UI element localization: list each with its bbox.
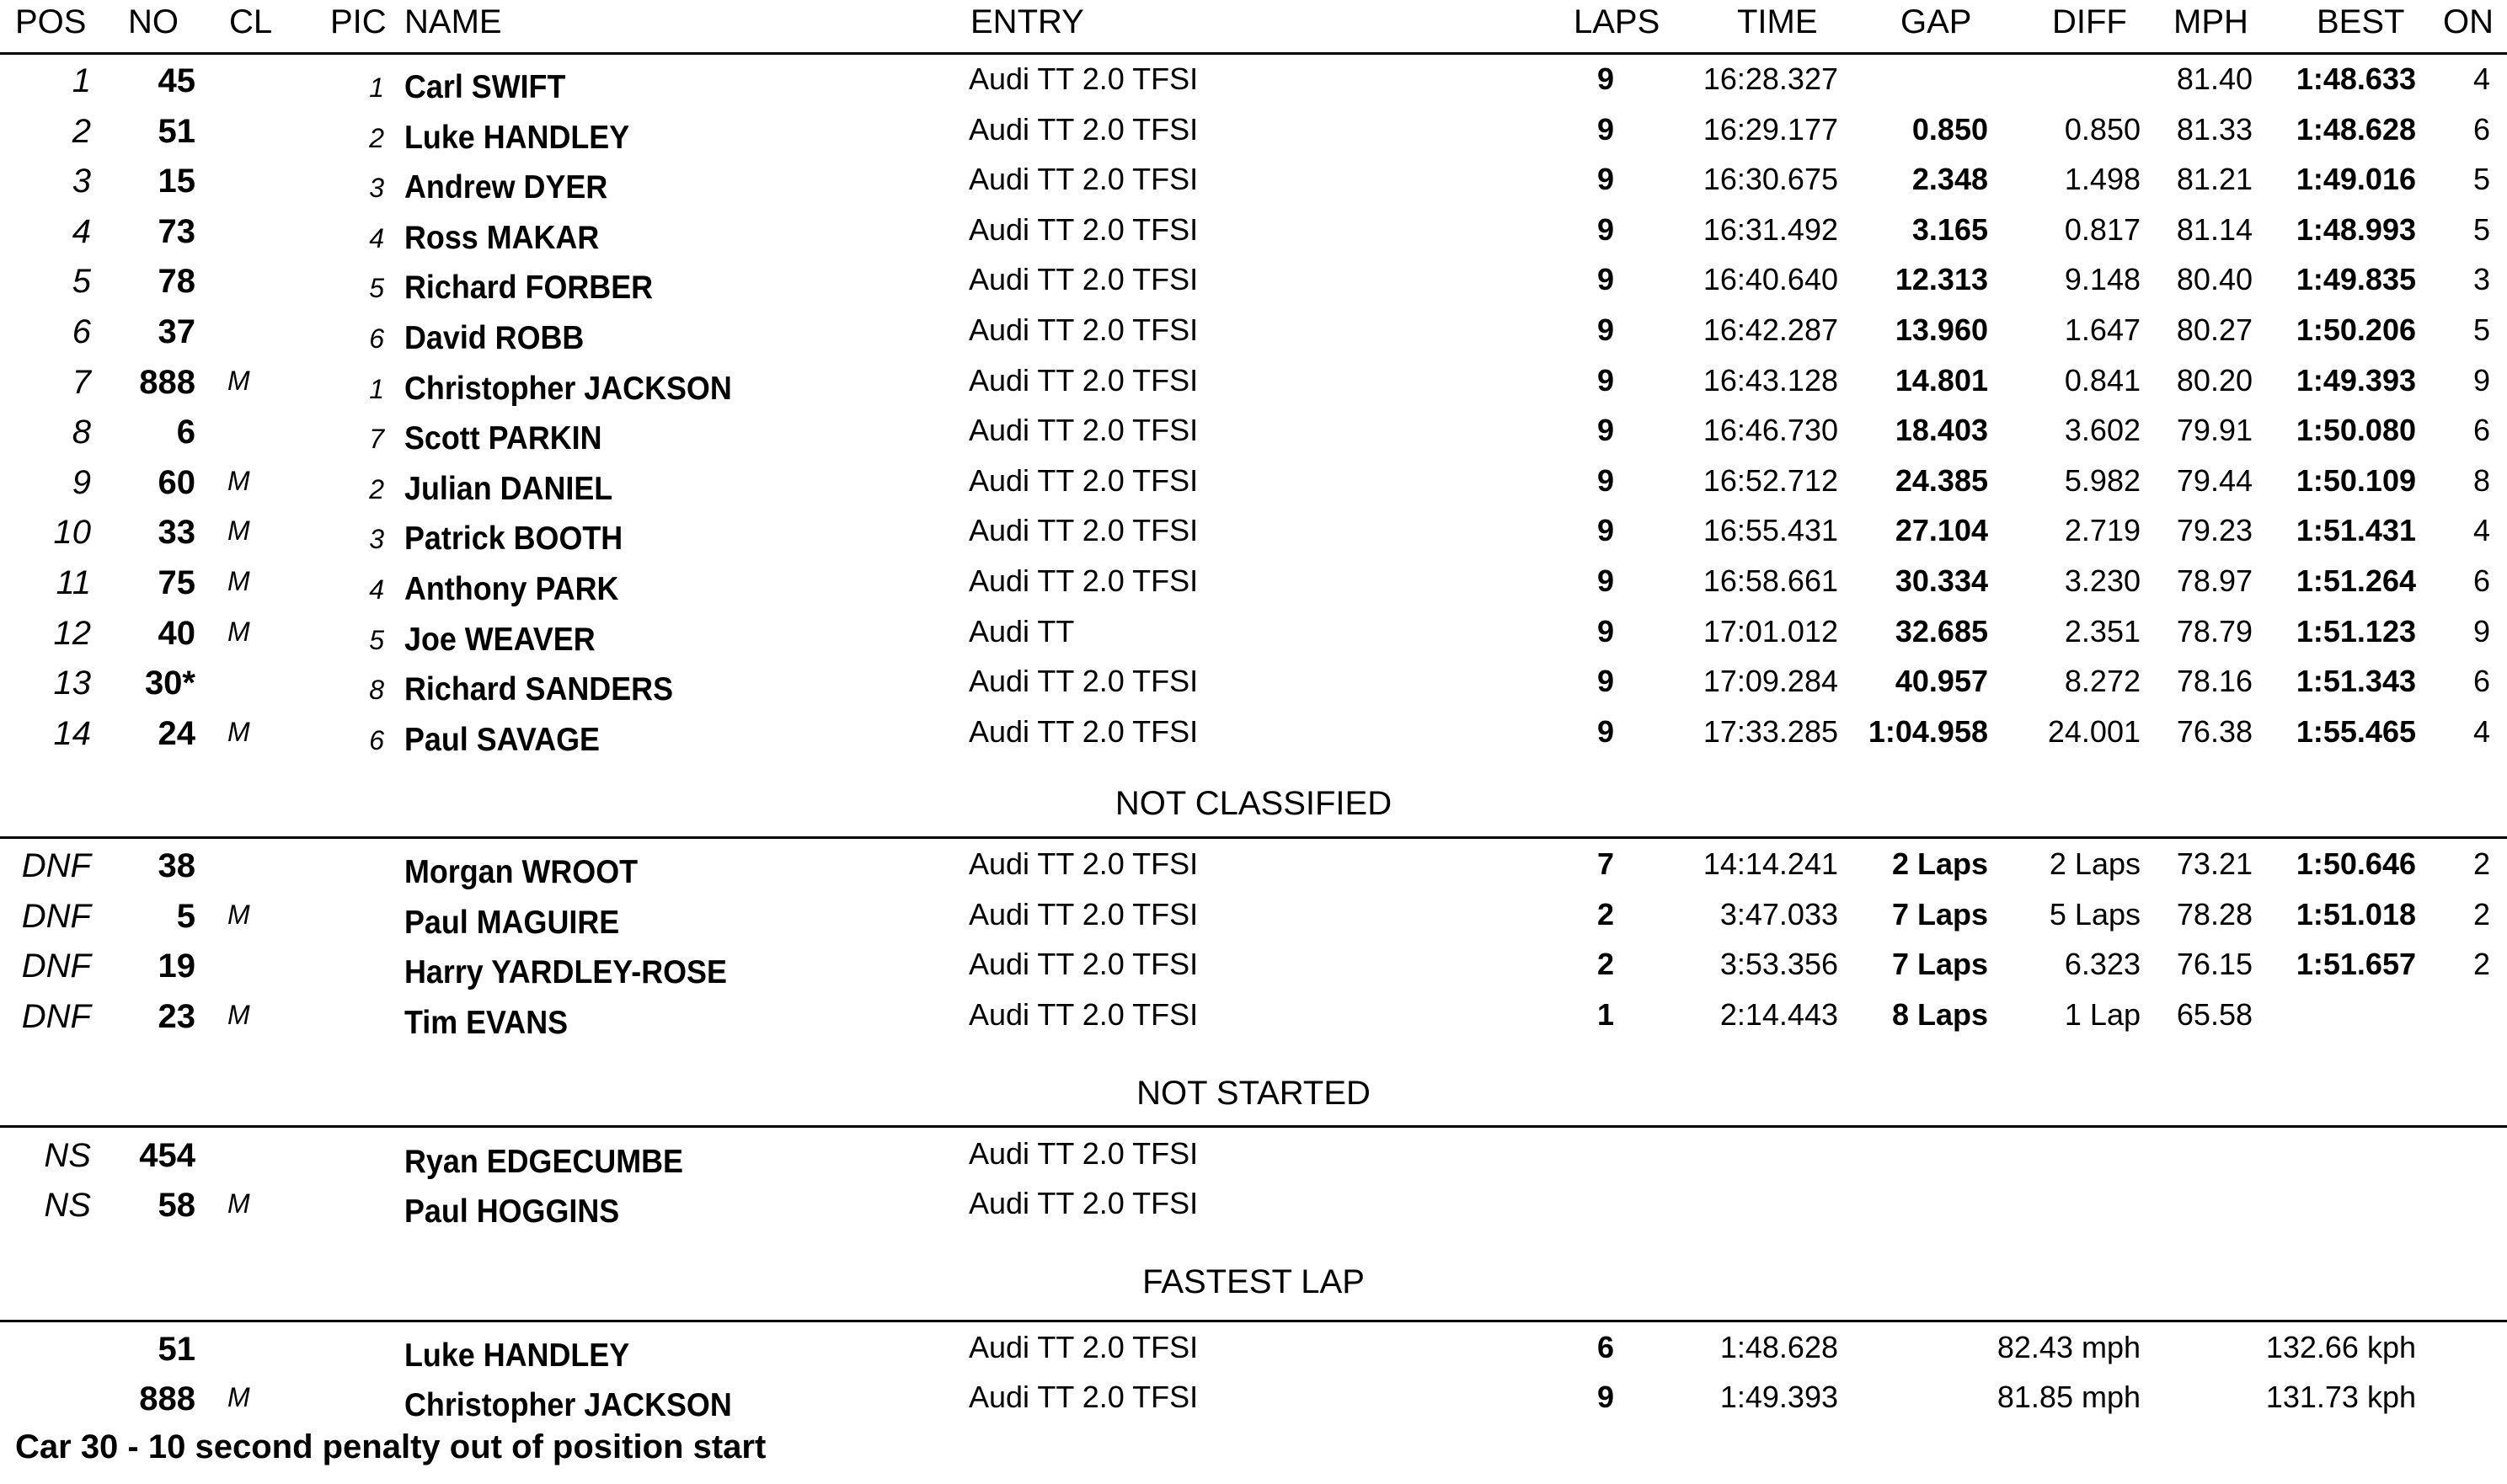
laps-cell: 9	[1596, 162, 1615, 197]
diff-cell: 2.351	[2064, 613, 2141, 649]
best-on-lap-cell: 9	[2472, 362, 2490, 398]
class-cell: M	[227, 1382, 250, 1412]
car-number-cell: 33	[158, 514, 195, 552]
class-cell: M	[227, 999, 250, 1030]
laps-cell: 9	[1596, 664, 1615, 699]
diff-cell: 6.323	[2064, 947, 2141, 982]
car-number-cell: 37	[158, 313, 195, 350]
header-mph: MPH	[2173, 3, 2248, 40]
not-started-divider	[0, 1125, 2507, 1128]
table-row	[0, 509, 2507, 559]
diff-cell: 2 Laps	[2049, 846, 2141, 881]
not-classified-title: NOT CLASSIFIED	[1115, 785, 1392, 822]
diff-cell: 1.498	[2064, 162, 2141, 197]
laps-cell: 9	[1596, 613, 1615, 649]
driver-name-cell: Harry YARDLEY-ROSE	[404, 954, 727, 991]
mph-cell: 81.21	[2176, 162, 2253, 197]
best-lap-cell: 1:50.109	[2296, 462, 2416, 498]
position-cell: 11	[56, 564, 91, 601]
position-cell: 2	[72, 112, 91, 150]
time-cell: 14:14.241	[1703, 846, 1838, 881]
diff-cell: 9.148	[2064, 262, 2141, 297]
table-row	[0, 459, 2507, 510]
time-cell: 16:42.287	[1703, 312, 1838, 347]
mph-cell: 76.15	[2176, 947, 2253, 982]
laps-cell: 9	[1596, 211, 1615, 247]
diff-cell: 0.850	[2064, 111, 2141, 147]
entry-cell: Audi TT 2.0 TFSI	[969, 1186, 1199, 1220]
header-laps: LAPS	[1574, 3, 1660, 40]
driver-name-cell: Ryan EDGECUMBE	[404, 1144, 683, 1180]
gap-cell: 32.685	[1895, 613, 1988, 649]
car-number-cell: 19	[158, 948, 195, 985]
mph-cell: 73.21	[2176, 846, 2253, 881]
table-row	[0, 108, 2507, 158]
time-cell: 16:30.675	[1703, 162, 1838, 197]
gap-cell: 24.385	[1895, 462, 1988, 498]
pic-cell: 3	[369, 524, 384, 555]
laps-cell: 2	[1596, 947, 1615, 982]
time-cell: 16:31.492	[1703, 211, 1838, 247]
header-divider	[0, 52, 2507, 55]
header-pos: POS	[15, 3, 87, 40]
entry-cell: Audi TT 2.0 TFSI	[969, 896, 1199, 932]
table-row	[0, 1132, 2507, 1182]
car-number-cell: 38	[158, 847, 195, 884]
table-row	[0, 893, 2507, 943]
fastest-lap-title: FASTEST LAP	[1142, 1263, 1365, 1300]
car-number-cell: 6	[176, 414, 195, 451]
driver-name-cell: Christopher JACKSON	[404, 370, 732, 407]
best-on-lap-cell: 2	[2472, 846, 2490, 881]
driver-name-cell: Richard SANDERS	[404, 671, 673, 708]
gap-cell: 12.313	[1895, 262, 1988, 297]
entry-cell: Audi TT 2.0 TFSI	[969, 947, 1199, 982]
class-cell: M	[227, 1188, 250, 1219]
best-on-lap-cell: 4	[2472, 61, 2490, 96]
mph-cell: 78.16	[2176, 664, 2253, 699]
car-number-cell: 888	[139, 363, 195, 401]
position-cell: DNF	[21, 997, 91, 1035]
best-lap-cell: 1:55.465	[2296, 713, 2416, 749]
position-cell: 12	[53, 614, 91, 652]
entry-cell: Audi TT 2.0 TFSI	[969, 563, 1199, 598]
entry-cell: Audi TT 2.0 TFSI	[969, 1136, 1199, 1171]
gap-cell: 18.403	[1895, 413, 1988, 448]
pic-cell: 1	[369, 373, 384, 404]
best-on-lap-cell: 2	[2472, 947, 2490, 982]
mph-cell: 79.44	[2176, 462, 2253, 498]
entry-cell: Audi TT 2.0 TFSI	[969, 462, 1199, 498]
entry-cell: Audi TT 2.0 TFSI	[969, 211, 1199, 247]
best-lap-cell: 1:49.016	[2296, 162, 2416, 197]
entry-cell: Audi TT 2.0 TFSI	[969, 996, 1199, 1032]
pic-cell: 6	[369, 323, 384, 354]
driver-name-cell: Christopher JACKSON	[404, 1387, 732, 1423]
diff-cell: 2.719	[2064, 513, 2141, 548]
driver-name-cell: Andrew DYER	[404, 169, 608, 206]
best-lap-cell: 1:48.628	[2296, 111, 2416, 147]
driver-name-cell: Anthony PARK	[404, 571, 619, 607]
pic-cell: 4	[369, 222, 384, 254]
best-lap-cell: 1:51.123	[2296, 613, 2416, 649]
laps-cell: 9	[1596, 462, 1615, 498]
table-row	[0, 1375, 2507, 1426]
best-on-lap-cell: 9	[2472, 613, 2490, 649]
time-cell: 17:01.012	[1703, 613, 1838, 649]
car-number-cell: 45	[158, 62, 195, 99]
gap-cell: 1:04.958	[1868, 713, 1988, 749]
laps-cell: 9	[1596, 563, 1615, 598]
class-cell: M	[227, 616, 250, 647]
entry-cell: Audi TT 2.0 TFSI	[969, 1330, 1199, 1364]
car-number-cell: 58	[158, 1187, 195, 1224]
driver-name-cell: Julian DANIEL	[404, 470, 613, 507]
gap-cell: 7 Laps	[1891, 896, 1988, 932]
lap-number-cell: 9	[1596, 1380, 1615, 1414]
best-on-lap-cell: 6	[2472, 413, 2490, 448]
best-lap-cell: 1:51.018	[2296, 896, 2416, 932]
car-number-cell: 60	[158, 463, 195, 501]
pic-cell: 2	[369, 473, 384, 504]
position-cell: 13	[53, 665, 91, 702]
penalty-footnote: Car 30 - 10 second penalty out of position start	[15, 1428, 767, 1465]
mph-cell: 78.97	[2176, 563, 2253, 598]
position-cell: 5	[72, 263, 91, 301]
laps-cell: 7	[1596, 846, 1615, 881]
entry-cell: Audi TT 2.0 TFSI	[969, 312, 1199, 347]
table-row	[0, 559, 2507, 610]
class-cell: M	[227, 515, 250, 547]
best-lap-cell: 1:51.431	[2296, 513, 2416, 548]
best-lap-cell: 1:50.646	[2296, 846, 2416, 881]
gap-cell: 14.801	[1895, 362, 1988, 398]
speed-kph-cell: 132.66 kph	[2265, 1330, 2416, 1364]
car-number-cell: 73	[158, 212, 195, 250]
position-cell: DNF	[21, 897, 91, 935]
mph-cell: 78.79	[2176, 613, 2253, 649]
diff-cell: 3.602	[2064, 413, 2141, 448]
table-row	[0, 359, 2507, 409]
header-name: NAME	[404, 3, 502, 40]
entry-cell: Audi TT 2.0 TFSI	[969, 1380, 1199, 1414]
gap-cell: 30.334	[1895, 563, 1988, 598]
table-row	[0, 659, 2507, 710]
table-row	[0, 610, 2507, 660]
car-number-cell: 75	[158, 564, 195, 601]
entry-cell: Audi TT 2.0 TFSI	[969, 413, 1199, 448]
mph-cell: 79.23	[2176, 513, 2253, 548]
pic-cell: 4	[369, 574, 384, 605]
best-lap-cell: 1:49.835	[2296, 262, 2416, 297]
laps-cell: 9	[1596, 362, 1615, 398]
table-row	[0, 208, 2507, 259]
laps-cell: 9	[1596, 111, 1615, 147]
entry-cell: Audi TT 2.0 TFSI	[969, 111, 1199, 147]
time-cell: 16:29.177	[1703, 111, 1838, 147]
pic-cell: 5	[369, 273, 384, 304]
time-cell: 3:47.033	[1719, 896, 1838, 932]
mph-cell: 80.40	[2176, 262, 2253, 297]
table-row	[0, 842, 2507, 893]
class-cell: M	[227, 365, 250, 396]
gap-cell: 0.850	[1911, 111, 1988, 147]
time-cell: 17:09.284	[1703, 664, 1838, 699]
best-on-lap-cell: 3	[2472, 262, 2490, 297]
laps-cell: 9	[1596, 262, 1615, 297]
pic-cell: 7	[369, 424, 384, 455]
gap-cell: 40.957	[1895, 664, 1988, 699]
gap-cell: 2 Laps	[1891, 846, 1988, 881]
time-cell: 2:14.443	[1719, 996, 1838, 1032]
class-cell: M	[227, 465, 250, 496]
header-cl: CL	[229, 3, 273, 40]
driver-name-cell: David ROBB	[404, 320, 585, 356]
mph-cell: 80.27	[2176, 312, 2253, 347]
best-lap-cell: 1:51.657	[2296, 947, 2416, 982]
class-cell: M	[227, 899, 250, 930]
entry-cell: Audi TT 2.0 TFSI	[969, 846, 1199, 881]
laps-cell: 9	[1596, 413, 1615, 448]
mph-cell: 81.40	[2176, 61, 2253, 96]
gap-cell: 27.104	[1895, 513, 1988, 548]
position-cell: 9	[72, 463, 91, 501]
diff-cell: 1 Lap	[2064, 996, 2141, 1032]
driver-name-cell: Paul HOGGINS	[404, 1193, 620, 1230]
best-on-lap-cell: 6	[2472, 111, 2490, 147]
not-started-title: NOT STARTED	[1136, 1075, 1371, 1112]
mph-cell: 80.20	[2176, 362, 2253, 398]
mph-cell: 81.14	[2176, 211, 2253, 247]
header-pic: PIC	[330, 3, 387, 40]
driver-name-cell: Morgan WROOT	[404, 854, 639, 890]
laps-cell: 9	[1596, 713, 1615, 749]
position-cell: 8	[72, 414, 91, 451]
diff-cell: 5 Laps	[2049, 896, 2141, 932]
entry-cell: Audi TT 2.0 TFSI	[969, 262, 1199, 297]
driver-name-cell: Scott PARKIN	[404, 420, 602, 457]
position-cell: 6	[72, 313, 91, 350]
table-row	[0, 993, 2507, 1044]
car-number-cell: 24	[158, 714, 195, 752]
car-number-cell: 78	[158, 263, 195, 301]
driver-name-cell: Carl SWIFT	[404, 69, 566, 105]
best-on-lap-cell: 2	[2472, 896, 2490, 932]
time-cell: 3:53.356	[1719, 947, 1838, 982]
diff-cell: 3.230	[2064, 563, 2141, 598]
pic-cell: 5	[369, 624, 384, 655]
car-number-cell: 454	[139, 1137, 195, 1174]
table-row	[0, 157, 2507, 208]
best-on-lap-cell: 4	[2472, 513, 2490, 548]
pic-cell: 6	[369, 724, 384, 755]
best-lap-cell: 1:48.993	[2296, 211, 2416, 247]
car-number-cell: 51	[158, 112, 195, 150]
position-cell: NS	[44, 1187, 91, 1224]
diff-cell: 5.982	[2064, 462, 2141, 498]
best-on-lap-cell: 5	[2472, 312, 2490, 347]
time-cell: 16:43.128	[1703, 362, 1838, 398]
driver-name-cell: Ross MAKAR	[404, 219, 600, 256]
pic-cell: 8	[369, 675, 384, 706]
diff-cell: 0.841	[2064, 362, 2141, 398]
best-lap-cell: 1:48.633	[2296, 61, 2416, 96]
driver-name-cell: Luke HANDLEY	[404, 1337, 630, 1374]
mph-cell: 65.58	[2176, 996, 2253, 1032]
gap-cell: 2.348	[1911, 162, 1988, 197]
best-lap-cell: 1:51.264	[2296, 563, 2416, 598]
driver-name-cell: Luke HANDLEY	[404, 119, 630, 156]
diff-cell: 24.001	[2047, 713, 2141, 749]
time-cell: 16:28.327	[1703, 61, 1838, 96]
best-lap-cell: 1:50.206	[2296, 312, 2416, 347]
laps-cell: 9	[1596, 513, 1615, 548]
position-cell: DNF	[21, 847, 91, 884]
fastest-lap-divider	[0, 1320, 2507, 1322]
lap-number-cell: 6	[1596, 1330, 1615, 1364]
table-row	[0, 308, 2507, 359]
best-lap-cell: 1:51.343	[2296, 664, 2416, 699]
table-row	[0, 57, 2507, 108]
header-gap: GAP	[1900, 3, 1972, 40]
gap-cell: 13.960	[1895, 312, 1988, 347]
position-cell: 14	[53, 714, 91, 752]
table-row	[0, 942, 2507, 993]
car-number-cell: 40	[158, 614, 195, 652]
header-time: TIME	[1737, 3, 1818, 40]
best-on-lap-cell: 6	[2472, 563, 2490, 598]
mph-cell: 78.28	[2176, 896, 2253, 932]
car-number-cell: 5	[176, 897, 195, 935]
entry-cell: Audi TT 2.0 TFSI	[969, 61, 1199, 96]
position-cell: 7	[72, 363, 91, 401]
header-on: ON	[2443, 3, 2494, 40]
best-on-lap-cell: 4	[2472, 713, 2490, 749]
mph-cell: 81.33	[2176, 111, 2253, 147]
time-cell: 17:33.285	[1703, 713, 1838, 749]
fastest-time-cell: 1:49.393	[1719, 1380, 1838, 1414]
table-row	[0, 408, 2507, 459]
header-no: NO	[128, 3, 179, 40]
pic-cell: 3	[369, 173, 384, 204]
car-number-cell: 23	[158, 997, 195, 1035]
class-cell: M	[227, 566, 250, 596]
header-best: BEST	[2317, 3, 2405, 40]
driver-name-cell: Paul MAGUIRE	[404, 904, 620, 941]
diff-cell: 0.817	[2064, 211, 2141, 247]
table-row	[0, 1182, 2507, 1232]
not-classified-divider	[0, 836, 2507, 839]
table-row	[0, 710, 2507, 761]
driver-name-cell: Joe WEAVER	[404, 621, 596, 658]
position-cell: 1	[72, 62, 91, 99]
best-on-lap-cell: 5	[2472, 162, 2490, 197]
best-on-lap-cell: 8	[2472, 462, 2490, 498]
diff-cell: 1.647	[2064, 312, 2141, 347]
best-on-lap-cell: 6	[2472, 664, 2490, 699]
car-number-cell: 30*	[144, 665, 195, 702]
speed-mph-cell: 81.85 mph	[1997, 1380, 2141, 1414]
speed-kph-cell: 131.73 kph	[2265, 1380, 2416, 1414]
best-lap-cell: 1:49.393	[2296, 362, 2416, 398]
gap-cell: 7 Laps	[1891, 947, 1988, 982]
header-entry: ENTRY	[970, 3, 1084, 40]
speed-mph-cell: 82.43 mph	[1997, 1330, 2141, 1364]
entry-cell: Audi TT	[969, 613, 1075, 649]
driver-name-cell: Paul SAVAGE	[404, 721, 600, 758]
laps-cell: 9	[1596, 61, 1615, 96]
time-cell: 16:52.712	[1703, 462, 1838, 498]
entry-cell: Audi TT 2.0 TFSI	[969, 513, 1199, 548]
results-header	[0, 0, 2507, 51]
pic-cell: 1	[369, 72, 384, 103]
position-cell: 10	[53, 514, 91, 552]
class-cell: M	[227, 716, 250, 747]
gap-cell: 8 Laps	[1891, 996, 1988, 1032]
header-diff: DIFF	[2052, 3, 2127, 40]
table-row	[0, 1326, 2507, 1376]
driver-name-cell: Patrick BOOTH	[404, 520, 623, 558]
time-cell: 16:46.730	[1703, 413, 1838, 448]
position-cell: 3	[72, 163, 91, 200]
time-cell: 16:55.431	[1703, 513, 1838, 548]
gap-cell: 3.165	[1911, 211, 1988, 247]
mph-cell: 76.38	[2176, 713, 2253, 749]
entry-cell: Audi TT 2.0 TFSI	[969, 362, 1199, 398]
position-cell: DNF	[21, 948, 91, 985]
laps-cell: 1	[1596, 996, 1615, 1032]
driver-name-cell: Richard FORBER	[404, 270, 654, 307]
fastest-time-cell: 1:48.628	[1719, 1330, 1838, 1364]
position-cell: 4	[72, 212, 91, 250]
mph-cell: 79.91	[2176, 413, 2253, 448]
car-number-cell: 51	[158, 1331, 195, 1368]
laps-cell: 2	[1596, 896, 1615, 932]
position-cell: NS	[44, 1137, 91, 1174]
diff-cell: 8.272	[2064, 664, 2141, 699]
pic-cell: 2	[369, 122, 384, 153]
laps-cell: 9	[1596, 312, 1615, 347]
entry-cell: Audi TT 2.0 TFSI	[969, 713, 1199, 749]
car-number-cell: 15	[158, 163, 195, 200]
table-row	[0, 258, 2507, 308]
driver-name-cell: Tim EVANS	[404, 1004, 569, 1041]
car-number-cell: 888	[139, 1380, 195, 1417]
best-on-lap-cell: 5	[2472, 211, 2490, 247]
entry-cell: Audi TT 2.0 TFSI	[969, 664, 1199, 699]
time-cell: 16:58.661	[1703, 563, 1838, 598]
best-lap-cell: 1:50.080	[2296, 413, 2416, 448]
entry-cell: Audi TT 2.0 TFSI	[969, 162, 1199, 197]
time-cell: 16:40.640	[1703, 262, 1838, 297]
